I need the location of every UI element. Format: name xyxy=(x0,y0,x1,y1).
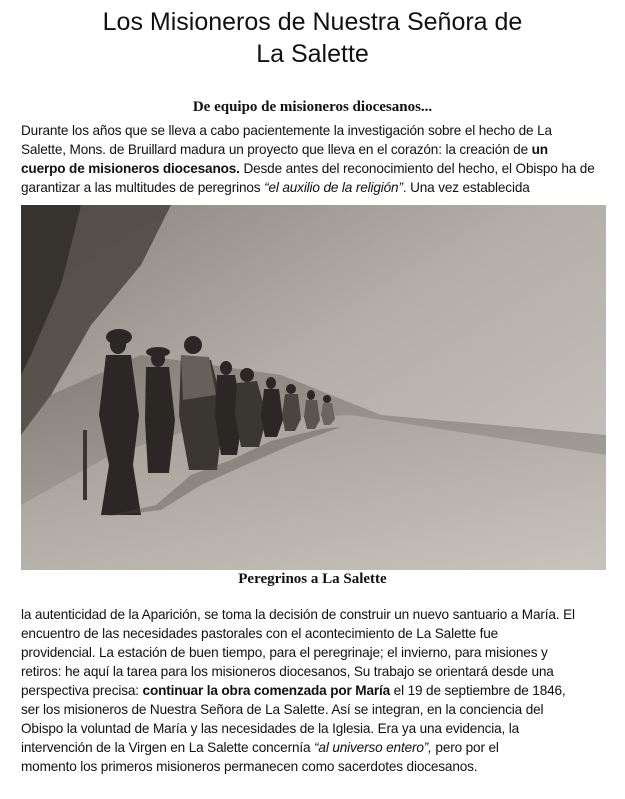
bold-emphasis: continuar la obra comenzada por María xyxy=(142,683,391,698)
title-line-1: Los Misioneros de Nuestra Señora de xyxy=(102,8,523,36)
text-line: retiros: he aquí la tarea para los misioneros diocesanos, Su trabajo se orientará desde una xyxy=(21,664,554,679)
text-line: Durante los años que se lleva a cabo pacientemente la investigación sobre el hecho de La xyxy=(21,123,552,138)
text-line: la autenticidad de la Aparición, se toma la decisión de construir un nuevo santuario a María. El xyxy=(21,607,575,622)
text-line: perspectiva precisa: continuar la obra comenzada por María el 19 de septiembre de 1846, xyxy=(21,683,566,698)
text-line: ser los misioneros de Nuestra Señora de La Salette. Así se integran, en la conciencia del xyxy=(21,702,544,717)
page-title xyxy=(0,6,625,70)
text-line: intervención de la Virgen en La Salette concernía “al universo entero”, pero por el xyxy=(21,740,499,755)
text-line: providencial. La estación de buen tiempo, para el peregrinaje; el invierno, para misiones y xyxy=(21,645,548,660)
italic-quote: “el auxilio de la religión” xyxy=(264,180,403,195)
photo-caption: Peregrinos a La Salette xyxy=(238,571,387,587)
text-line: cuerpo de misioneros diocesanos. Desde antes del reconocimiento del hecho, el Obispo ha de xyxy=(21,161,595,176)
title-line-2: La Salette xyxy=(256,40,369,68)
text-line: Obispo la voluntad de María y las necesidades de la Iglesia. Era ya una evidencia, la xyxy=(21,721,520,736)
section-subtitle: De equipo de misioneros diocesanos... xyxy=(192,99,433,115)
pilgrims-photo xyxy=(21,205,606,570)
paragraph-intro xyxy=(21,121,606,197)
text-line: garantizar a las multitudes de peregrinos “el auxilio de la religión”. Una vez establecida xyxy=(21,180,530,195)
text-line: momento los primeros misioneros permanecen como sacerdotes diocesanos. xyxy=(21,759,478,774)
text-line: encuentro de las necesidades pastorales con el acontecimiento de La Salette fue xyxy=(21,626,499,641)
italic-quote: “al universo entero”, xyxy=(314,740,432,755)
paragraph-body xyxy=(21,605,606,776)
bold-emphasis: un xyxy=(531,142,548,157)
text-line: Salette, Mons. de Bruillard madura un proyecto que lleva en el corazón: la creación de un xyxy=(21,142,548,157)
bold-emphasis: cuerpo de misioneros diocesanos. xyxy=(21,161,240,176)
